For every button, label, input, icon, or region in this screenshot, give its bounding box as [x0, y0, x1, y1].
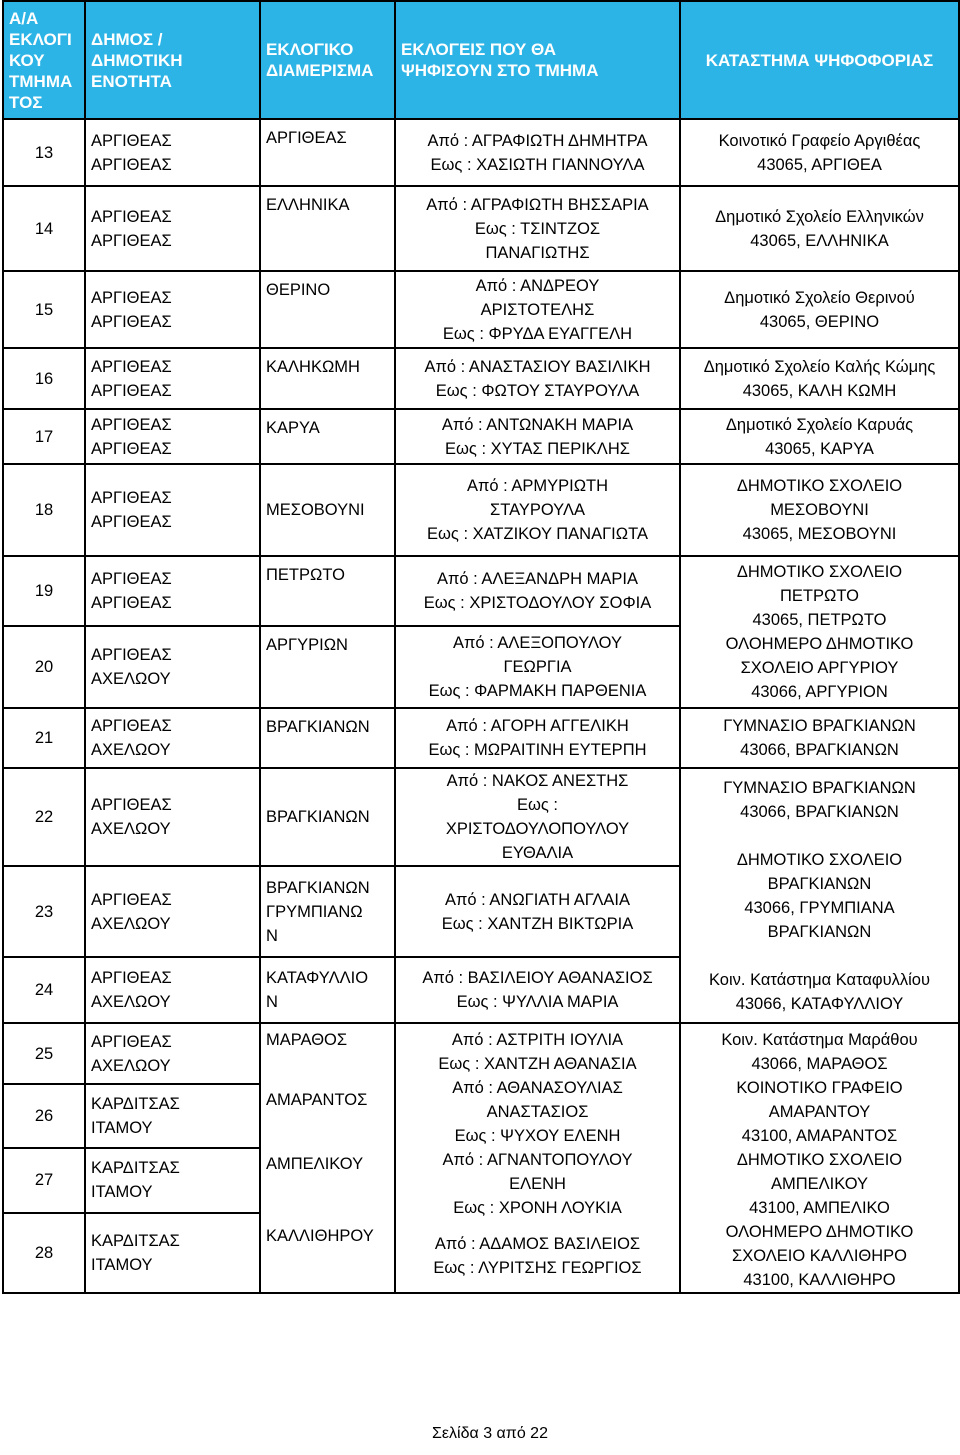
row-number: 22	[3, 768, 85, 866]
row-voters: Από : ΑΛΕΞΟΠΟΥΛΟΥ ΓΕΩΡΓΙΑ Εως : ΦΑΡΜΑΚΗ ΠΑΡΘΕΝΙΑ	[395, 626, 680, 708]
row-number: 27	[3, 1148, 85, 1213]
row-number: 25	[3, 1023, 85, 1084]
row-district: ΚΑΡΥΑ	[260, 409, 395, 464]
page-footer: Σελίδα 3 από 22	[432, 1425, 548, 1442]
row-district: ΒΡΑΓΚΙΑΝΩΝ	[260, 708, 395, 768]
row-municipality: ΑΡΓΙΘΕΑΣ ΑΧΕΛΩΟΥ	[85, 768, 260, 866]
row-number: 16	[3, 348, 85, 409]
row-voters: Από : ΑΝΑΣΤΑΣΙΟΥ ΒΑΣΙΛΙΚΗ Εως : ΦΩΤΟΥ ΣΤΑΥΡΟΥΛΑ	[395, 348, 680, 409]
row-polling-station: Δημοτικό Σχολείο Θερινού 43065, ΘΕΡΙΝΟ	[680, 271, 959, 348]
polling-stations-table	[2, 0, 960, 1294]
row-municipality: ΑΡΓΙΘΕΑΣ ΑΧΕΛΩΟΥ	[85, 708, 260, 768]
table-row	[3, 708, 959, 768]
row-municipality: ΑΡΓΙΘΕΑΣ ΑΧΕΛΩΟΥ	[85, 866, 260, 957]
table-row	[3, 1023, 959, 1084]
row-district: ΕΛΛΗΝΙΚΑ	[260, 186, 395, 271]
voters-25: Από : ΑΣΤΡΙΤΗ ΙΟΥΛΙΑ Εως : ΧΑΝΤΖΗ ΑΘΑΝΑΣΙΑ	[438, 1031, 637, 1073]
row-district: ΑΡΓΥΡΙΩΝ	[260, 626, 395, 708]
table-row	[3, 556, 959, 626]
row-number: 14	[3, 186, 85, 271]
row-polling-station: ΓΥΜΝΑΣΙΟ ΒΡΑΓΚΙΑΝΩΝ 43066, ΒΡΑΓΚΙΑΝΩΝ	[680, 708, 959, 768]
district-26: ΑΜΑΡΑΝΤΟΣ	[266, 1091, 368, 1109]
row-district: ΒΡΑΓΚΙΑΝΩΝ ΓΡΥΜΠΙΑΝΩ Ν	[260, 866, 395, 957]
table-header-row	[3, 1, 959, 119]
table-row	[3, 186, 959, 271]
row-polling-station: Κοινοτικό Γραφείο Αργιθέας 43065, ΑΡΓΙΘΕΑ	[680, 119, 959, 186]
header-voters: ΕΚΛΟΓΕΙΣ ΠΟΥ ΘΑ ΨΗΦΙΣΟΥΝ ΣΤΟ ΤΜΗΜΑ	[395, 1, 680, 119]
row-number: 28	[3, 1213, 85, 1293]
row-voters: Από : ΑΓΡΑΦΙΩΤΗ ΒΗΣΣΑΡΙΑ Εως : ΤΣΙΝΤΖΟΣ ΠΑΝΑΓΙΩΤΗΣ	[395, 186, 680, 271]
row-polling-station: Δημοτικό Σχολείο Ελληνικών 43065, ΕΛΛΗΝΙΚΑ	[680, 186, 959, 271]
row-number: 26	[3, 1084, 85, 1147]
row-district: ΚΑΤΑΦΥΛΛΙΟ Ν	[260, 957, 395, 1023]
row-municipality: ΑΡΓΙΘΕΑΣ ΑΡΓΙΘΕΑΣ	[85, 556, 260, 626]
row-number: 18	[3, 464, 85, 556]
row-voters: Από : ΑΓΡΑΦΙΩΤΗ ΔΗΜΗΤΡΑ Εως : ΧΑΣΙΩΤΗ ΓΙΑΝΝΟΥΛΑ	[395, 119, 680, 186]
district-25: ΜΑΡΑΘΟΣ	[266, 1031, 348, 1049]
row-district: ΜΕΣΟΒΟΥΝΙ	[260, 464, 395, 556]
row-voters	[395, 1023, 680, 1293]
row-number: 20	[3, 626, 85, 708]
voters-28: Από : ΑΔΑΜΟΣ ΒΑΣΙΛΕΙΟΣ Εως : ΛΥΡΙΤΣΗΣ ΓΕΩΡΓΙΟΣ	[433, 1235, 642, 1277]
row-polling-station: Κοιν. Κατάστημα Μαράθου 43066, ΜΑΡΑΘΟΣ ΚΟΙΝΟΤΙΚΟ ΓΡΑΦΕΙΟ ΑΜΑΡΑΝΤΟΥ 43100, ΑΜΑΡΑΝΤΟΣ ΔΗΜΟΤΙΚΟ ΣΧΟΛΕΙΟ ΑΜΠΕΛΙΚΟΥ 43100, ΑΜΠΕΛΙΚΟ ΟΛΟΗΜΕΡΟ ΔΗΜΟΤΙΚΟ ΣΧΟΛΕΙΟ ΚΑΛΛΙΘΗΡΟ 43100, ΚΑΛΛΙΘΗΡΟ	[680, 1023, 959, 1293]
row-polling-station: Δημοτικό Σχολείο Καρυάς 43065, ΚΑΡΥΑ	[680, 409, 959, 464]
header-municipality: ΔΗΜΟΣ / ΔΗΜΟΤΙΚΗ ΕΝΟΤΗΤΑ	[85, 1, 260, 119]
district-28: ΚΑΛΛΙΘΗΡΟΥ	[266, 1227, 374, 1245]
row-district: ΑΡΓΙΘΕΑΣ	[260, 119, 395, 186]
row-municipality: ΚΑΡΔΙΤΣΑΣ ΙΤΑΜΟΥ	[85, 1213, 260, 1293]
row-district: ΘΕΡΙΝΟ	[260, 271, 395, 348]
row-polling-station: Δημοτικό Σχολείο Καλής Κώμης 43065, ΚΑΛΗ ΚΩΜΗ	[680, 348, 959, 409]
row-municipality: ΑΡΓΙΘΕΑΣ ΑΡΓΙΘΕΑΣ	[85, 119, 260, 186]
row-number: 17	[3, 409, 85, 464]
row-number: 21	[3, 708, 85, 768]
row-number: 15	[3, 271, 85, 348]
row-voters: Από : ΑΝΤΩΝΑΚΗ ΜΑΡΙΑ Εως : ΧΥΤΑΣ ΠΕΡΙΚΛΗΣ	[395, 409, 680, 464]
header-polling-station: ΚΑΤΑΣΤΗΜΑ ΨΗΦΟΦΟΡΙΑΣ	[680, 1, 959, 119]
row-voters: Από : ΒΑΣΙΛΕΙΟΥ ΑΘΑΝΑΣΙΟΣ Εως : ΨΥΛΛΙΑ ΜΑΡΙΑ	[395, 957, 680, 1023]
table-row	[3, 768, 959, 866]
row-number: 13	[3, 119, 85, 186]
row-polling-station: ΔΗΜΟΤΙΚΟ ΣΧΟΛΕΙΟ ΠΕΤΡΩΤΟ 43065, ΠΕΤΡΩΤΟ ΟΛΟΗΜΕΡΟ ΔΗΜΟΤΙΚΟ ΣΧΟΛΕΙΟ ΑΡΓΥΡΙΟΥ 43066, ΑΡΓΥΡΙΟΝ	[680, 556, 959, 708]
row-municipality: ΑΡΓΙΘΕΑΣ ΑΧΕΛΩΟΥ	[85, 957, 260, 1023]
table-row	[3, 271, 959, 348]
table-row	[3, 409, 959, 464]
row-district	[260, 1023, 395, 1293]
row-number: 24	[3, 957, 85, 1023]
table-row	[3, 464, 959, 556]
row-municipality: ΑΡΓΙΘΕΑΣ ΑΡΓΙΘΕΑΣ	[85, 409, 260, 464]
header-section-number: Α/Α ΕΚΛΟΓΙ ΚΟΥ ΤΜΗΜΑ ΤΟΣ	[3, 1, 85, 119]
row-municipality: ΚΑΡΔΙΤΣΑΣ ΙΤΑΜΟΥ	[85, 1084, 260, 1147]
row-number: 19	[3, 556, 85, 626]
row-municipality: ΑΡΓΙΘΕΑΣ ΑΡΓΙΘΕΑΣ	[85, 348, 260, 409]
row-district: ΚΑΛΗΚΩΜΗ	[260, 348, 395, 409]
row-number: 23	[3, 866, 85, 957]
row-voters: Από : ΑΡΜΥΡΙΩΤΗ ΣΤΑΥΡΟΥΛΑ Εως : ΧΑΤΖΙΚΟΥ ΠΑΝΑΓΙΩΤΑ	[395, 464, 680, 556]
voters-27: Από : ΑΓΝΑΝΤΟΠΟΥΛΟΥ ΕΛΕΝΗ Εως : ΧΡΟΝΗ ΛΟΥΚΙΑ	[442, 1151, 633, 1217]
row-voters: Από : ΑΓΟΡΗ ΑΓΓΕΛΙΚΗ Εως : ΜΩΡΑΙΤΙΝΗ ΕΥΤΕΡΠΗ	[395, 708, 680, 768]
header-district: ΕΚΛΟΓΙΚΟ ΔΙΑΜΕΡΙΣΜΑ	[260, 1, 395, 119]
row-voters: Από : ΝΑΚΟΣ ΑΝΕΣΤΗΣ Εως : ΧΡΙΣΤΟΔΟΥΛΟΠΟΥΛΟΥ ΕΥΘΑΛΙΑ	[395, 768, 680, 866]
row-voters: Από : ΑΝΔΡΕΟΥ ΑΡΙΣΤΟΤΕΛΗΣ Εως : ΦΡΥΔΑ ΕΥΑΓΓΕΛΗ	[395, 271, 680, 348]
row-voters: Από : ΑΝΩΓΙΑΤΗ ΑΓΛΑΙΑ Εως : ΧΑΝΤΖΗ ΒΙΚΤΩΡΙΑ	[395, 866, 680, 957]
row-municipality: ΑΡΓΙΘΕΑΣ ΑΧΕΛΩΟΥ	[85, 626, 260, 708]
row-district: ΠΕΤΡΩΤΟ	[260, 556, 395, 626]
row-voters: Από : ΑΛΕΞΑΝΔΡΗ ΜΑΡΙΑ Εως : ΧΡΙΣΤΟΔΟΥΛΟΥ ΣΟΦΙΑ	[395, 556, 680, 626]
district-27: ΑΜΠΕΛΙΚΟΥ	[266, 1155, 364, 1173]
row-municipality: ΑΡΓΙΘΕΑΣ ΑΡΓΙΘΕΑΣ	[85, 271, 260, 348]
row-municipality: ΑΡΓΙΘΕΑΣ ΑΧΕΛΩΟΥ	[85, 1023, 260, 1084]
table-row	[3, 119, 959, 186]
row-district: ΒΡΑΓΚΙΑΝΩΝ	[260, 768, 395, 866]
table-row	[3, 348, 959, 409]
row-polling-station: ΓΥΜΝΑΣΙΟ ΒΡΑΓΚΙΑΝΩΝ 43066, ΒΡΑΓΚΙΑΝΩΝ ΔΗΜΟΤΙΚΟ ΣΧΟΛΕΙΟ ΒΡΑΓΚΙΑΝΩΝ 43066, ΓΡΥΜΠΙΑΝΑ ΒΡΑΓΚΙΑΝΩΝ Κοιν. Κατάστημα Καταφυλλίου 43066, ΚΑΤΑΦΥΛΛΙΟΥ	[680, 768, 959, 1023]
row-municipality: ΑΡΓΙΘΕΑΣ ΑΡΓΙΘΕΑΣ	[85, 186, 260, 271]
row-municipality: ΚΑΡΔΙΤΣΑΣ ΙΤΑΜΟΥ	[85, 1148, 260, 1213]
row-municipality: ΑΡΓΙΘΕΑΣ ΑΡΓΙΘΕΑΣ	[85, 464, 260, 556]
row-polling-station: ΔΗΜΟΤΙΚΟ ΣΧΟΛΕΙΟ ΜΕΣΟΒΟΥΝΙ 43065, ΜΕΣΟΒΟΥΝΙ	[680, 464, 959, 556]
voters-26: Από : ΑΘΑΝΑΣΟΥΛΙΑΣ ΑΝΑΣΤΑΣΙΟΣ Εως : ΨΥΧΟΥ ΕΛΕΝΗ	[452, 1079, 623, 1145]
polling-table-wrapper	[2, 0, 958, 1294]
